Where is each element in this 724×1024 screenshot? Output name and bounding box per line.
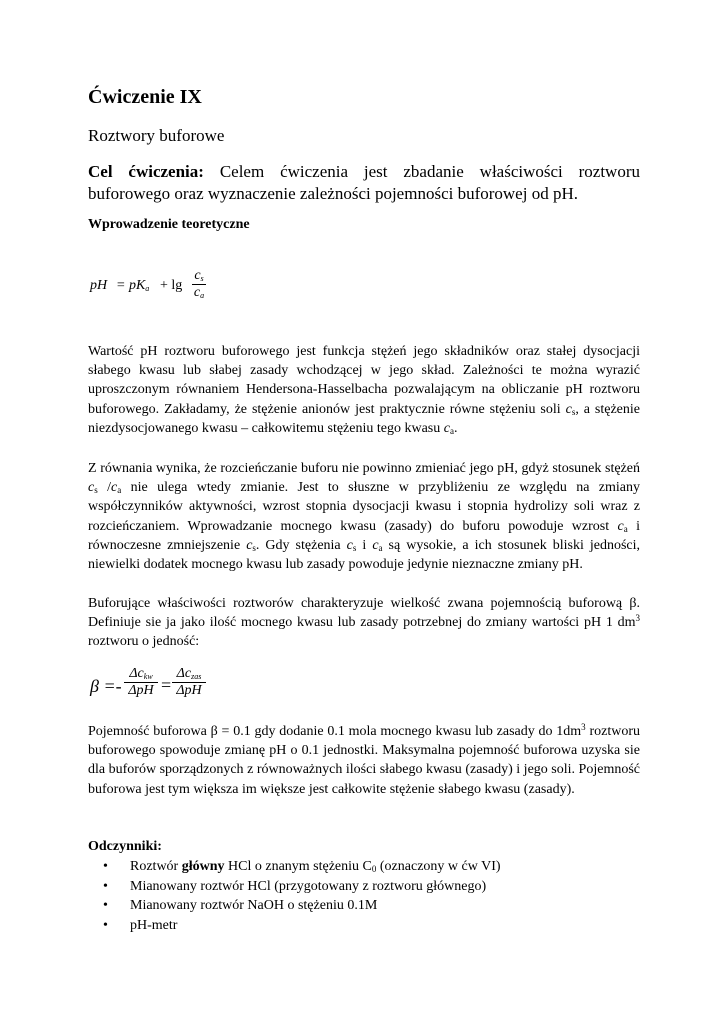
goal-label: Cel ćwiczenia: bbox=[88, 162, 204, 181]
formula-fraction-base: $\Delta c_{zas}$ ΔpH bbox=[172, 666, 206, 699]
formula-plus-lg: + lg bbox=[160, 278, 183, 293]
bullet-icon: • bbox=[103, 859, 108, 874]
goal-text: Celem ćwiczenia jest zbadanie właściwości roztworu buforowego oraz wyznaczenie zależności pojemności buforowej od pH. bbox=[88, 162, 640, 203]
bullet-icon: • bbox=[103, 898, 108, 913]
intro-paragraph-3: Buforujące właściwości roztworów charakteryzuje wielkość zwana pojemnością buforową β. Definiuje sie ja jako ilość mocnego kwasu lub zasady potrzebnej do zmiany wartości pH 1 $dm^3$ roztworu o jedność: bbox=[88, 596, 640, 650]
list-item: • Mianowany roztwór HCl (przygotowany z roztworu głównego) bbox=[88, 877, 640, 897]
formula-pka: = $pK_a$ bbox=[116, 278, 150, 293]
list-item: • Roztwór główny HCl o znanym stężeniu $C_0$ (oznaczony w ćw VI) bbox=[88, 857, 640, 877]
exercise-title: Ćwiczenie IX bbox=[88, 86, 202, 108]
fraction-denominator: $c_a$ bbox=[193, 285, 205, 300]
section-title: Wprowadzenie teoretyczne bbox=[88, 217, 250, 232]
exercise-subtitle: Roztwory buforowe bbox=[88, 126, 225, 145]
formula-fraction-acid: $\Delta c_{kw}$ ΔpH bbox=[124, 666, 158, 699]
reagents-title: Odczynniki: bbox=[88, 839, 162, 854]
intro-paragraph-2: Z równania wynika, że rozcieńczanie buforu nie powinno zmieniać jego pH, gdyż stosunek stężeń $c_s$ $/c_a$ nie ulega wtedy zmianie. Jest to słuszne w przybliżeniu ze względu na zmiany współczynników aktywności, wzrost stopnia dysocjacji kwasu i stopnia hydrolizy soli wraz z rozcieńczaniem. Wprowadzanie mocnego kwasu (zasady) do buforu powoduje wzrost $c_a$ i równoczesne zmniejszenie $c_s$. Gdy stężenia $c_s$ i $c_a$ są wysokie, a ich stosunek bliski jedności, niewielki dodatek mocnego kwasu lub zasady powoduje jedynie nieznaczne zmiany pH. bbox=[88, 461, 641, 573]
formula-fraction bbox=[192, 268, 206, 301]
formula-ph: pH bbox=[90, 278, 108, 293]
bullet-icon: • bbox=[103, 917, 108, 933]
buffer-capacity-formula bbox=[88, 664, 288, 708]
formula-equals: = bbox=[161, 675, 172, 695]
formula-beta: β =- bbox=[90, 676, 122, 696]
fraction-numerator: $c_s$ bbox=[194, 268, 204, 283]
reagents-list bbox=[88, 857, 640, 935]
list-item: • pH-metr bbox=[88, 916, 640, 936]
list-item: • Mianowany roztwór NaOH o stężeniu 0.1M bbox=[88, 896, 640, 916]
bullet-icon: • bbox=[103, 878, 108, 894]
intro-paragraph-1: Wartość pH roztworu buforowego jest funkcja stężeń jego składników oraz stałej dysocjacji słabego kwasu lub słabej zasady wchodzącej w jego skład. Zależności te można wyrazić uproszczonym równaniem Hendersona-Hasselbacha pozwalającym na obliczanie pH roztworu buforowego. Zakładamy, że stężenie anionów jest praktycznie równe stężeniu soli $c_s$, a stężenie niezdysocjowanego kwasu – całkowitemu stężeniu tego kwasu $c_a$. bbox=[88, 344, 640, 436]
intro-paragraph-4: Pojemność buforowa β = 0.1 gdy dodanie 0.1 mola mocnego kwasu lub zasady do $1dm^3$ roztworu buforowego spowoduje zmianę pH o 0.1 jednostki. Maksymalna pojemność buforowa uzyska sie dla buforów sporządzonych z równoważnych ilości słabego kwasu (zasady) i jego soli. Pojemność buforowa jest tym większa im większe jest całkowite stężenie słabego kwasu (zasady). bbox=[88, 722, 640, 797]
goal-paragraph bbox=[88, 161, 640, 205]
henderson-hasselbalch-formula bbox=[88, 268, 288, 308]
